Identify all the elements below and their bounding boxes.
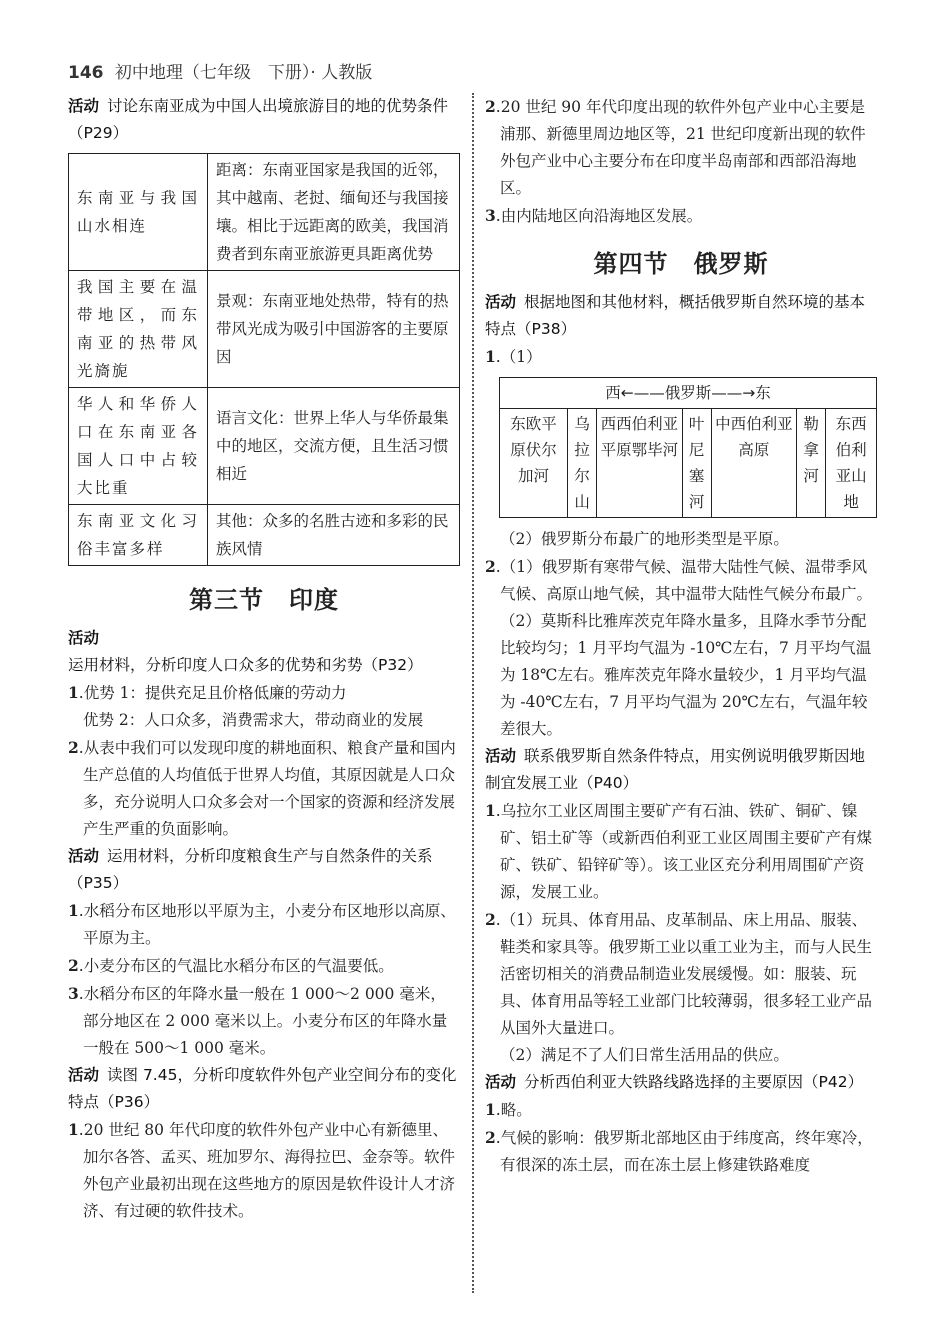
table-row [69, 388, 460, 505]
table-row [500, 378, 877, 409]
activity-text: 读图 7.45，分析印度软件外包产业空间分布的变化特点（P36） [68, 1066, 457, 1111]
item-text: .（1）玩具、体育用品、皮革制品、床上用品、服装、鞋类和家具等。俄罗斯工业以重工业为主，而与人民生活密切相关的消费品制造业发展缓慢。如：服装、玩具、体育用品等轻工业部门比较薄弱，很多轻工业产品从国外大量进口。 [495, 911, 873, 1037]
list-item [68, 734, 460, 843]
list-item [485, 343, 877, 371]
item-text: .略。 [495, 1101, 532, 1119]
activity-heading [68, 843, 460, 897]
activity-text: 分析西伯利亚大铁路线路选择的主要原因（P42） [524, 1073, 864, 1091]
section-title: 第三节 印度 [189, 586, 339, 614]
table-cell: 东欧平原伏尔加河 [500, 409, 568, 518]
table-row [69, 271, 460, 388]
item-number: 1 [68, 683, 79, 702]
activity-label: 活动 [485, 1073, 517, 1091]
list-item [68, 980, 460, 1062]
section-title: 第四节 俄罗斯 [593, 250, 769, 278]
southeast-asia-table [68, 153, 460, 566]
item-text: .气候的影响：俄罗斯北部地区由于纬度高，终年寒冷，有很深的冻土层，而在冻土层上修建铁路难度 [495, 1129, 873, 1174]
item-text: .（1）俄罗斯有寒带气候、温带大陆性气候、温带季风气候、高原山地气候，其中温带大陆性气候分布最广。 [495, 558, 873, 603]
table-cell: 中西伯利亚高原 [711, 409, 796, 518]
table-cell: 我国主要在温带地区，而东南亚的热带风光旖旎 [69, 271, 208, 388]
table-row [69, 154, 460, 271]
activity-text: 运用材料，分析印度人口众多的优势和劣势（P32） [68, 656, 423, 674]
item-number: 2 [485, 557, 496, 576]
item-text: （2）莫斯科比雅库茨克年降水量多，且降水季节分配比较均匀；1 月平均气温为 -10℃左右，7 月平均气温为 18℃左右。雅库茨克年降水量较少，1 月平均气温为 -40℃左右，7 月平均气温为 20℃左右，气温年较差很大。 [500, 612, 872, 738]
table-cell: 东南亚文化习俗丰富多样 [69, 505, 208, 566]
list-item [485, 608, 877, 743]
table-cell: 叶尼塞河 [682, 409, 711, 518]
list-item [485, 553, 877, 608]
item-number: 3 [68, 984, 79, 1003]
item-number: 2 [68, 956, 79, 975]
table-header: 西←——俄罗斯——→东 [500, 378, 877, 409]
item-text: .20 世纪 80 年代印度的软件外包产业中心有新德里、加尔各答、孟买、班加罗尔、海得拉巴、金奈等。软件外包产业最初出现在这些地方的原因是软件设计人才济济、有过硬的软件技术。 [78, 1121, 456, 1220]
page-number: 146 [68, 63, 104, 83]
item-text: .优势 1：提供充足且价格低廉的劳动力 [78, 684, 347, 702]
item-text: .水稻分布区的年降水量一般在 1 000～2 000 毫米，部分地区在 2 000 毫米以上。小麦分布区的年降水量一般在 500～1 000 毫米。 [78, 985, 448, 1057]
left-column [68, 93, 460, 1225]
list-item [68, 707, 460, 734]
table-cell: 距离：东南亚国家是我国的近邻，其中越南、老挝、缅甸还与我国接壤。相比于远距离的欧美，我国消费者到东南亚旅游更具距离优势 [208, 154, 460, 271]
item-number: 2 [485, 910, 496, 929]
item-text: .乌拉尔工业区周围主要矿产有石油、铁矿、铜矿、镍矿、铝土矿等（或新西伯利亚工业区周围主要矿产有煤矿、铁矿、铅锌矿等）。该工业区充分利用周围矿产资源，发展工业。 [495, 802, 873, 901]
table-cell: 东南亚与我国山水相连 [69, 154, 208, 271]
item-text: .水稻分布区地形以平原为主，小麦分布区地形以高原、平原为主。 [78, 902, 456, 947]
activity-label: 活动 [485, 747, 517, 765]
table-cell: 东西伯利亚山地 [826, 409, 877, 518]
item-text: 优势 2：人口众多，消费需求大，带动商业的发展 [83, 711, 424, 729]
item-number: 2 [485, 97, 496, 116]
table-cell: 乌拉尔山 [568, 409, 597, 518]
activity-heading [485, 1069, 877, 1096]
activity-heading [68, 1062, 460, 1116]
table-row [69, 505, 460, 566]
activity-text: 根据地图和其他材料，概括俄罗斯自然环境的基本特点（P38） [485, 293, 866, 338]
activity-label: 活动 [68, 629, 100, 647]
table-cell: 语言文化：世界上华人与华侨最集中的地区，交流方便，且生活习惯相近 [208, 388, 460, 505]
item-number: 3 [485, 206, 496, 225]
activity-label: 活动 [485, 293, 517, 311]
item-text: .（1） [495, 348, 542, 366]
table-cell: 华人和华侨人口在东南亚各国人口中占较大比重 [69, 388, 208, 505]
list-item [485, 202, 877, 230]
book-title: 初中地理（七年级 下册）· 人教版 [114, 63, 373, 83]
list-item [485, 1124, 877, 1179]
page-header [68, 58, 372, 83]
item-number: 1 [485, 1100, 496, 1119]
item-number: 1 [485, 347, 496, 366]
list-item [68, 952, 460, 980]
activity-heading [68, 93, 460, 147]
activity-text: 运用材料，分析印度粮食生产与自然条件的关系（P35） [68, 847, 433, 892]
item-text: .20 世纪 90 年代印度出现的软件外包产业中心主要是浦那、新德里周边地区等，21 世纪印度新出现的软件外包产业中心主要分布在印度半岛南部和西部沿海地区。 [495, 98, 866, 197]
activity-label: 活动 [68, 97, 100, 115]
item-text: .从表中我们可以发现印度的耕地面积、粮食产量和国内生产总值的人均值低于世界人均值，其原因就是人口众多，充分说明人口众多会对一个国家的资源和经济发展产生严重的负面影响。 [78, 739, 456, 838]
table-cell: 其他：众多的名胜古迹和多彩的民族风情 [208, 505, 460, 566]
item-number: 1 [485, 801, 496, 820]
item-text: .由内陆地区向沿海地区发展。 [495, 207, 703, 225]
activity-heading [68, 625, 460, 679]
list-item [485, 93, 877, 202]
activity-label: 活动 [68, 1066, 100, 1084]
activity-label: 活动 [68, 847, 100, 865]
item-number: 2 [68, 738, 79, 757]
item-number: 1 [68, 1120, 79, 1139]
table-cell: 景观：东南亚地处热带，特有的热带风光成为吸引中国游客的主要原因 [208, 271, 460, 388]
russia-terrain-table [499, 377, 877, 518]
item-number: 2 [485, 1128, 496, 1147]
list-item [68, 1116, 460, 1225]
right-column [485, 93, 877, 1179]
list-item [485, 797, 877, 906]
item-text: （2）俄罗斯分布最广的地形类型是平原。 [500, 530, 789, 548]
list-item [68, 897, 460, 952]
item-number: 1 [68, 901, 79, 920]
item-text: .小麦分布区的气温比水稻分布区的气温要低。 [78, 957, 394, 975]
item-text: （2）满足不了人们日常生活用品的供应。 [500, 1046, 789, 1064]
list-item [68, 679, 460, 707]
table-row [500, 409, 877, 518]
table-cell: 西西伯利亚平原鄂毕河 [597, 409, 682, 518]
list-item [485, 526, 877, 553]
list-item [485, 906, 877, 1042]
table-cell: 勒拿河 [797, 409, 826, 518]
activity-heading [485, 743, 877, 797]
list-item [485, 1042, 877, 1069]
activity-heading [485, 289, 877, 343]
activity-text: 联系俄罗斯自然条件特点，用实例说明俄罗斯因地制宜发展工业（P40） [485, 747, 866, 792]
activity-text: 讨论东南亚成为中国人出境旅游目的地的优势条件（P29） [68, 97, 449, 142]
column-divider [472, 93, 474, 1293]
list-item [485, 1096, 877, 1124]
